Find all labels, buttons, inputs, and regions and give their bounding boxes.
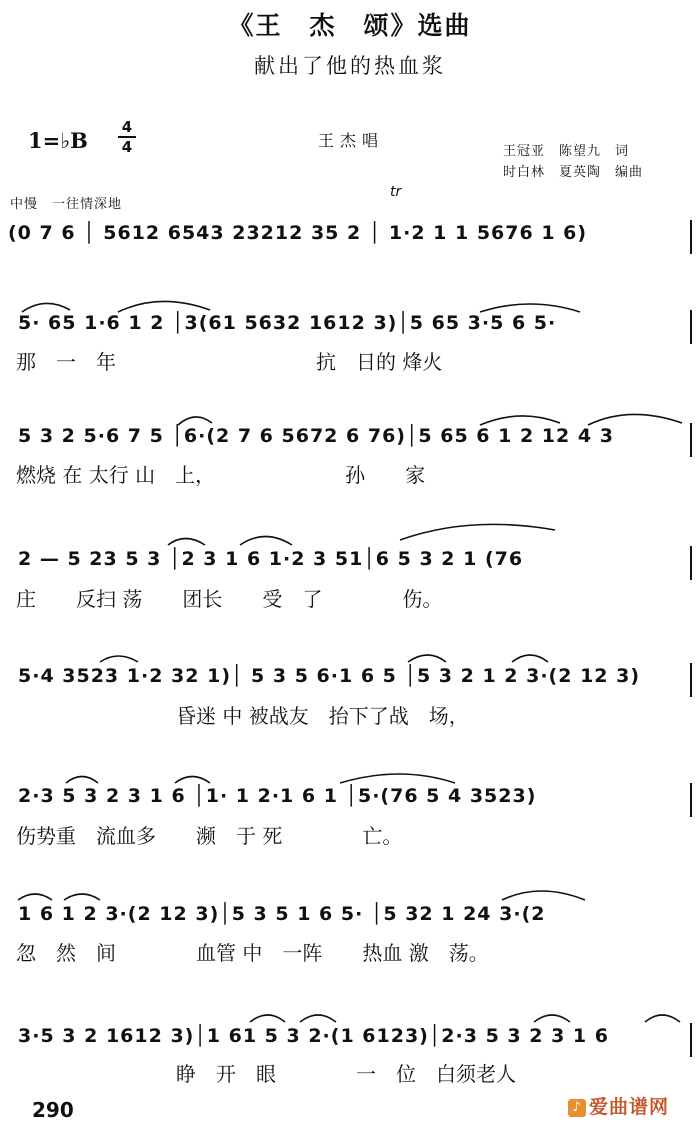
lyrics-line: 那 一 年 抗 日的 烽火	[16, 350, 443, 374]
notation-line: 2·3 5 3 2 3 1 6 │1· 1 2·1 6 1 │5·(76 5 4 3523)	[18, 785, 537, 807]
key-signature: 1=♭B	[28, 128, 88, 153]
time-signature-bottom: 4	[121, 138, 133, 156]
lyrics-line: 睁 开 眼 一 位 白须老人	[16, 1062, 516, 1086]
site-watermark	[568, 1092, 669, 1119]
watermark-text: 爱曲谱网	[589, 1096, 670, 1118]
composer-credit: 时白林 夏英陶 编曲	[503, 165, 644, 180]
ornament-mark: tr	[390, 184, 402, 200]
music-note-icon: ♪	[568, 1099, 586, 1117]
notation-line: 3·5 3 2 1612 3)│1 61 5 3 2·(1 6123)│2·3 5 3 2 3 1 6	[18, 1025, 609, 1047]
notation-line: 5·4 3523 1·2 32 1)│ 5 3 5 6·1 6 5 │5 3 2 1 2 3·(2 12 3)	[18, 665, 641, 687]
lyricist-credit: 王冠亚 陈望九 词	[503, 144, 630, 159]
lyrics-line: 昏迷 中 被战友 抬下了战 场，	[16, 704, 469, 728]
notation-line: 5· 65 1·6 1 2 │3(61 5632 1612 3)│5 65 3·5 6 5·	[18, 312, 557, 334]
lyrics-line: 忽 然 间 血管 中 一阵 热血 激 荡。	[16, 941, 489, 965]
page-number: 290	[32, 1098, 74, 1122]
singer-credit: 王杰唱	[318, 131, 385, 150]
lyrics-line: 庄 反扫 荡 团长 受 了 伤。	[16, 587, 443, 611]
lyrics-line: 伤势重 流血多 濒 于 死 亡。	[16, 824, 403, 848]
notation-line: 5 3 2 5·6 7 5 │6·(2 7 6 5672 6 76)│5 65 6 1 2 12 4 3	[18, 425, 614, 447]
notation-line: 2 — 5 23 5 3 │2 3 1 6 1·2 3 51│6 5 3 2 1 (76	[18, 548, 524, 570]
notation-line: 1 6 1 2 3·(2 12 3)│5 3 5 1 6 5· │5 32 1 24 3·(2	[18, 903, 546, 925]
tempo-marking: 中慢 一往情深地	[10, 197, 123, 212]
lyrics-line: 燃烧 在 太行 山 上， 孙 家	[16, 463, 426, 487]
page-title: 《王 杰 颂》选曲	[228, 11, 472, 40]
time-signature-top: 4	[121, 118, 133, 136]
notation-line: (0 7 6 │ 5612 6543 23212 35 2 │ 1·2 1 1 5676 1 6)	[8, 222, 588, 244]
song-subtitle: 献出了他的热血浆	[254, 54, 446, 78]
